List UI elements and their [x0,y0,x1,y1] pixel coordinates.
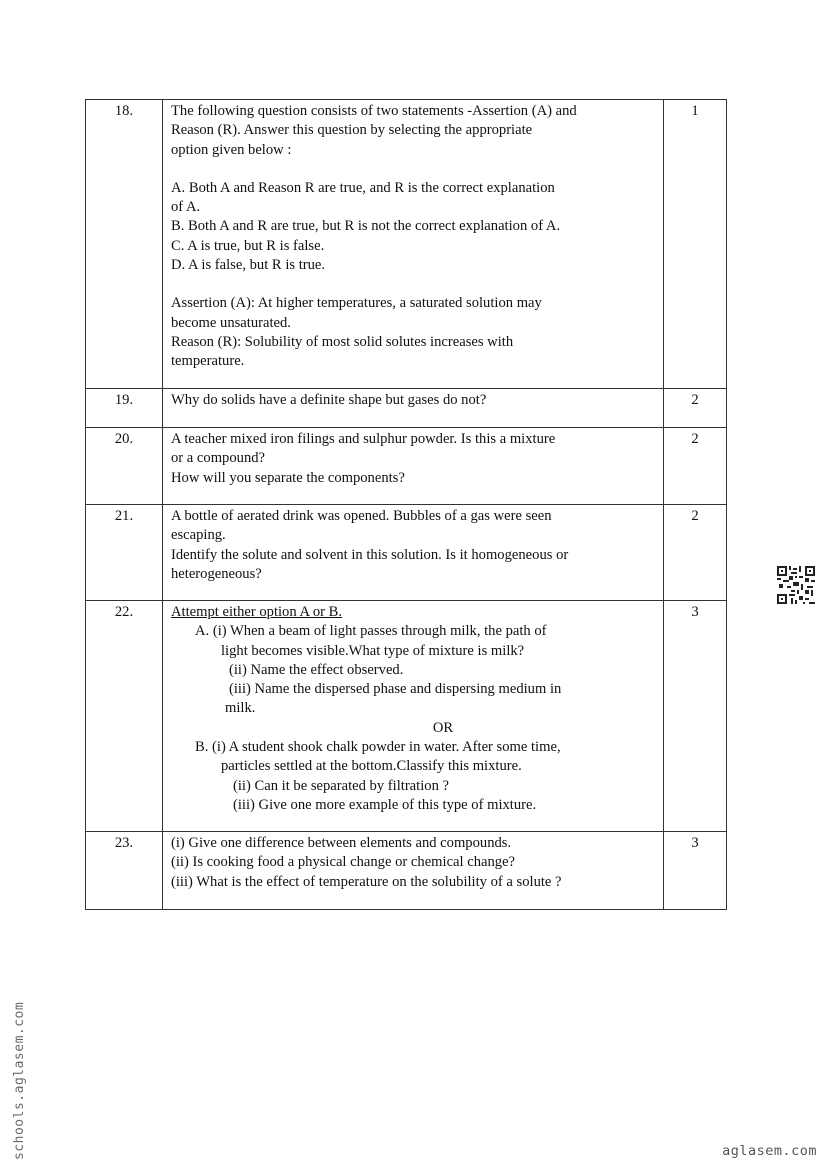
question-line: How will you separate the components? [171,469,405,486]
question-text [163,601,664,832]
option-b-line: (iii) Give one more example of this type of mixture. [233,796,537,813]
option-a-line: (iii) Name the dispersed phase and dispersing medium in [229,681,562,698]
choice-heading: Attempt either option A or B. [171,604,343,620]
question-line: escaping. [171,527,226,544]
reason-line: temperature. [171,353,245,370]
question-row-23 [86,832,727,910]
question-text [163,389,664,428]
watermark-right: aglasem.com [722,1143,817,1159]
question-line: (iii) What is the effect of temperature on the solubility of a solute ? [171,873,562,890]
question-row-22 [86,601,727,832]
question-marks: 1 [664,100,727,389]
question-text [163,428,664,505]
option-line: D. A is false, but R is true. [171,257,326,274]
option-b-line: (ii) Can it be separated by filtration ? [233,777,449,794]
question-number: 19. [86,389,163,428]
option-a-line: milk. [225,700,256,717]
question-row-21 [86,505,727,601]
question-line: The following question consists of two statements -Assertion (A) and [171,103,577,119]
question-line: (ii) Is cooking food a physical change or chemical change? [171,854,516,871]
option-a-line: (ii) Name the effect observed. [229,661,404,678]
reason-line: Reason (R): Solubility of most solid solutes increases with [171,333,514,350]
assertion-line: Assertion (A): At higher temperatures, a saturated solution may [171,295,542,312]
question-line: (i) Give one difference between elements and compounds. [171,835,512,851]
option-line: C. A is true, but R is false. [171,237,325,254]
question-line: or a compound? [171,450,266,467]
question-text [163,505,664,601]
watermark-left: schools.aglasem.com [12,1001,27,1160]
question-line: A bottle of aerated drink was opened. Bubbles of a gas were seen [171,508,552,524]
question-number: 20. [86,428,163,505]
or-separator: OR [432,719,454,736]
option-b-line: particles settled at the bottom.Classify this mixture. [221,758,522,775]
assertion-line: become unsaturated. [171,314,291,331]
question-row-20 [86,428,727,505]
option-a-line: light becomes visible.What type of mixture is milk? [221,642,525,659]
question-line: Why do solids have a definite shape but gases do not? [171,392,487,408]
option-line: A. Both A and Reason R are true, and R is the correct explanation [171,179,555,196]
question-number: 22. [86,601,163,832]
question-line: A teacher mixed iron filings and sulphur powder. Is this a mixture [171,431,556,447]
question-text [163,100,664,389]
option-a-line: A. (i) When a beam of light passes through milk, the path of [195,623,547,640]
question-table [85,99,727,910]
question-marks: 3 [664,832,727,910]
question-row-18 [86,100,727,389]
question-line: heterogeneous? [171,565,262,582]
question-marks: 2 [664,505,727,601]
question-marks: 3 [664,601,727,832]
question-number: 23. [86,832,163,910]
question-marks: 2 [664,389,727,428]
question-number: 21. [86,505,163,601]
question-marks: 2 [664,428,727,505]
question-line: Reason (R). Answer this question by selecting the appropriate [171,122,533,139]
question-line: option given below : [171,141,292,158]
question-text [163,832,664,910]
qr-code-icon [777,566,815,604]
option-line: of A. [171,199,201,216]
option-b-line: B. (i) A student shook chalk powder in water. After some time, [195,739,561,756]
question-number: 18. [86,100,163,389]
option-line: B. Both A and R are true, but R is not the correct explanation of A. [171,218,561,235]
question-row-19 [86,389,727,428]
question-line: Identify the solute and solvent in this solution. Is it homogeneous or [171,546,569,563]
